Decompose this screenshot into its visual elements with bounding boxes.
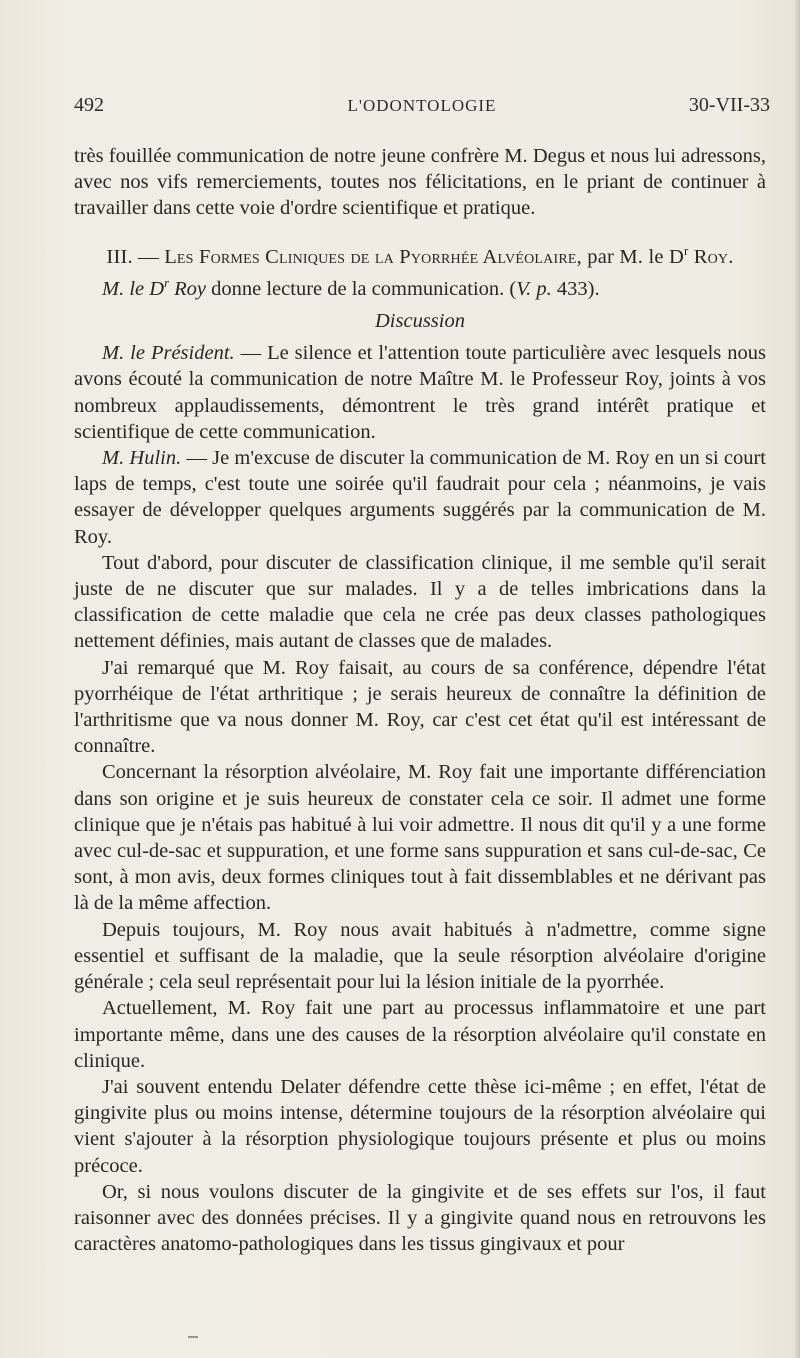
paragraph-text: — Je m'excuse de discuter la communication de M. Roy en un si court laps de temps, c'est toute une soirée qu'il faudrait pour cela ; néanmoins, je vais essayer de développer quelques arguments suggérés par la communication de M. Roy. [74,447,766,548]
paragraph: Actuellement, M. Roy fait une part au processus inflammatoire et une part importante même, dans une des causes de la résorption alvéolaire qu'il constate en clinique. [74,997,766,1072]
section-number: III. — [106,245,165,268]
paragraph-hulin [74,445,766,550]
page-ref: V. p. [516,277,552,300]
paragraph-text: — Le silence et l'attention toute particulière avec lesquels nous avons écouté la communication de notre Maître M. le Professeur Roy, joints à vos nombreux applaudissements, démontrent le très grand intérêt pratique et scientifique de cette communication. [74,342,766,443]
page-edge-shadow [794,0,800,1358]
section-title: Les Formes Cliniques de la Pyorrhée Alvéolaire [164,245,577,268]
paragraph: Concernant la résorption alvéolaire, M. Roy fait une importante différenciation dans son origine et je suis heureux de constater cela ce soir. Il admet une forme clinique que je n'étais pas habitué à lui voir admettre. Il nous dit qu'il y a une forme avec cul-de-sac et suppuration, et une forme sans suppuration et sans cul-de-sac, Ce sont, à mon avis, deux formes cliniques tout à fait dissemblables et ne dérivant pas là de la même affection. [74,761,766,915]
reading-text: donne lecture de la communication. ( [206,277,517,300]
section-by: , par M. le D [576,245,684,268]
paragraph-reading [74,276,766,302]
paragraph: J'ai souvent entendu Delater défendre cette thèse ici-même ; en effet, l'état de gingivite plus ou moins intense, détermine toujours de la résorption alvéolaire qui vient s'ajouter à la résorption physiologique toujours présente et plus ou moins précoce. [74,1075,766,1177]
speaker-sup: r [164,275,170,290]
speaker-tail: Roy [169,277,207,300]
paragraph-continuation: très fouillée communication de notre jeune confrère M. Degus et nous lui adressons, avec nos vifs remerciements, toutes nos félicitations, en le priant de continuer à travailler dans cette voie d'ordre scientifique et pratique. [74,145,766,220]
speaker: M. le D [102,277,165,300]
paragraph-president [74,340,766,445]
discussion-heading: Discussion [375,310,465,333]
paragraph: Depuis toujours, M. Roy nous avait habitués à n'admettre, comme signe essentiel et suffisant de la maladie, que la seule résorption alvéolaire d'origine générale ; cela seul représentait pour lui la lésion initiale de la pyorrhée. [74,918,766,994]
issue-date: 30-VII-33 [688,94,770,116]
speaker: M. Hulin. [102,447,182,470]
paragraph: Or, si nous voulons discuter de la gingivite et de ses effets sur l'os, il faut raisonner avec des données précises. Il y a gingivite quand nous en retrouvons les caractères anatomo-pathologiques dans les tissus gingivaux et pour [74,1180,766,1256]
paragraph: Tout d'abord, pour discuter de classification clinique, il me semble qu'il serait juste de ne discuter que sur malades. Il y a de telles imbrications dans la classification de cette maladie que cela ne crée pas deux classes pathologiques nettement définies, mais autant de classes que de malades. [74,551,766,653]
page-number: 492 [74,94,104,116]
page-header [74,94,770,124]
speaker: M. le Président. [102,342,235,365]
paragraph: J'ai remarqué que M. Roy faisait, au cours de sa conférence, dépendre l'état pyorrhéique de l'état arthritique ; je serais heureux de connaître la définition de l'arthritisme que va nous donner M. Roy, car c'est cet état qu'il est intéressant de connaître. [74,656,766,758]
section-sup: r [683,243,689,258]
running-title: L'ODONTOLOGIE [347,96,497,115]
section-heading [74,244,766,270]
page-ref-tail: 433). [551,277,600,300]
footer-mark [188,1336,198,1338]
section-author: Roy. [688,245,734,268]
page-body [74,143,766,1257]
